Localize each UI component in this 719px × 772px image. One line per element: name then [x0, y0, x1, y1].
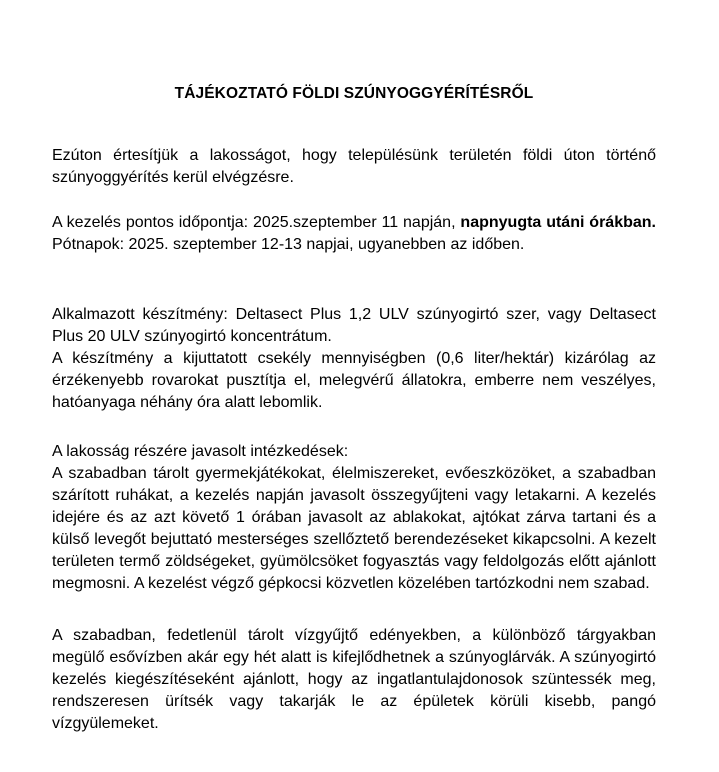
schedule-time-bold: napnyugta utáni órákban.	[460, 214, 656, 231]
schedule-text-before: A kezelés pontos időpontja: 2025.szeptember 11 napján,	[52, 214, 461, 231]
water-paragraph: A szabadban, fedetlenül tárolt vízgyűjtő edényekben, a különböző tárgyakban megülő esővízben akár egy hét alatt is kifejlődhetnek a szúnyoglárvák. A szúnyogirtó kezelés kiegészítéseként ajánlott, hogy az ingatlantulajdonosok szüntessék meg, rendszeresen ürítsék vagy takarják le az épületek körüli kisebb, pangó vízgyülemeket.	[52, 627, 656, 732]
document-title: TÁJÉKOZTATÓ FÖLDI SZÚNYOGGYÉRÍTÉSRŐL	[174, 85, 534, 102]
product-paragraph: Alkalmazott készítmény: Deltasect Plus 1,2 ULV szúnyogirtó szer, vagy Deltasect Plus 20 ULV szúnyogirtó koncentrátum.	[52, 306, 656, 345]
intro-paragraph: Ezúton értesítjük a lakosságot, hogy településünk területén földi úton történő szúnyoggyérítés kerül elvégzésre.	[52, 147, 656, 186]
safety-paragraph: A készítmény a kijuttatott csekély mennyiségben (0,6 liter/hektár) kizárólag az érzékenyebb rovarokat pusztítja el, melegvérű állatokra, emberre nem veszélyes, hatóanyaga néhány óra alatt lebomlik.	[52, 350, 656, 411]
measures-paragraph: A szabadban tárolt gyermekjátékokat, élelmiszereket, evőeszközöket, a szabadban szárított ruhákat, a kezelés napján javasolt összegyűjteni vagy letakarni. A kezelés idejére és az azt követő 1 órában javasolt az ablakokat, ajtókat zárva tartani és a külső levegőt bejuttató mesterséges szellőztető berendezéseket kikapcsolni. A kezelt területen termő zöldségeket, gyümölcsöket fogyasztás vagy feldolgozás előtt ajánlott megmosni. A kezelést végző gépkocsi közvetlen közelében tartózkodni nem szabad.	[52, 465, 656, 592]
schedule-text-after: Pótnapok: 2025. szeptember 12-13 napjai, ugyanebben az időben.	[52, 236, 525, 253]
measures-heading: A lakosság részére javasolt intézkedések:	[52, 443, 349, 460]
schedule-paragraph	[52, 212, 656, 256]
